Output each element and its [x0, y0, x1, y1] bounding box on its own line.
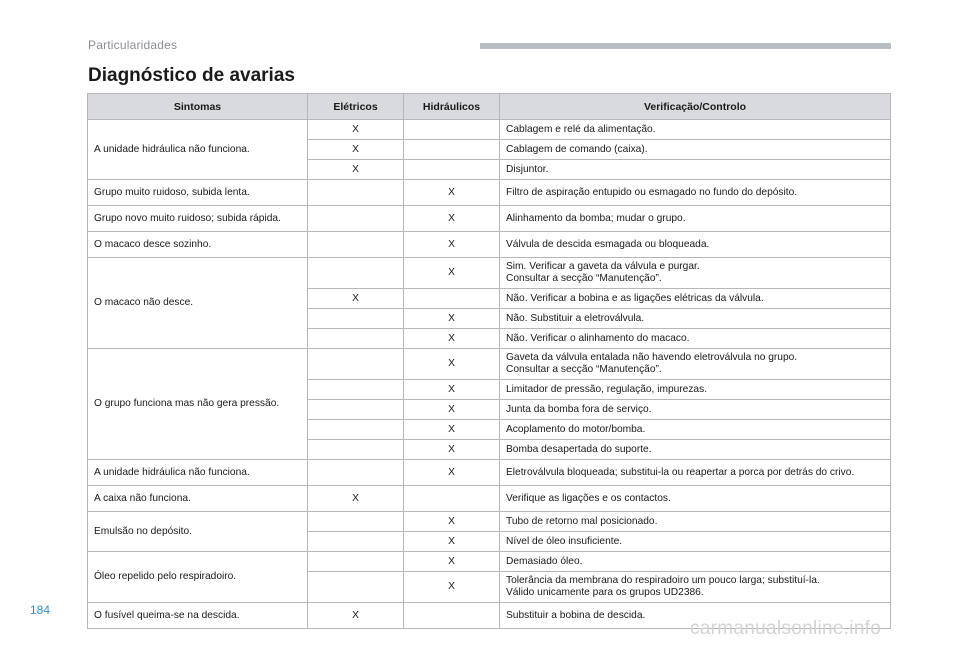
electrical-cell: [308, 329, 404, 349]
symptom-cell: Grupo novo muito ruidoso; subida rápida.: [88, 206, 308, 232]
check-cell: [500, 232, 891, 258]
check-text-line: Bomba desapertada do suporte.: [506, 443, 652, 455]
section-label: Particularidades: [88, 38, 178, 52]
electrical-cell: [308, 258, 404, 289]
hydraulic-cell: X: [404, 258, 500, 289]
electrical-cell: [308, 180, 404, 206]
electrical-cell: [308, 380, 404, 400]
symptom-cell: O grupo funciona mas não gera pressão.: [88, 349, 308, 460]
hydraulic-cell: X: [404, 180, 500, 206]
check-text-line: Eletroválvula bloqueada; substitui-la ou reapertar a porca por detrás do crivo.: [506, 466, 855, 478]
electrical-cell: [308, 309, 404, 329]
check-text-line: Cablagem e relé da alimentação.: [506, 123, 656, 135]
check-text-line: Válido unicamente para os grupos UD2386.: [506, 587, 704, 598]
check-cell: [500, 180, 891, 206]
check-cell: [500, 420, 891, 440]
check-cell: [500, 309, 891, 329]
check-cell: [500, 572, 891, 603]
symptom-cell: A unidade hidráulica não funciona.: [88, 460, 308, 486]
check-text-line: Consultar a secção “Manutenção”.: [506, 364, 662, 375]
electrical-cell: [308, 400, 404, 420]
hydraulic-cell: [404, 120, 500, 140]
check-cell: [500, 206, 891, 232]
hydraulic-cell: X: [404, 572, 500, 603]
check-cell: [500, 258, 891, 289]
check-text-line: Nível de óleo insuficiente.: [506, 535, 623, 547]
check-text-line: Gaveta da válvula entalada não havendo eletroválvula no grupo.: [506, 352, 798, 363]
hydraulic-cell: X: [404, 206, 500, 232]
check-text-line: Junta da bomba fora de serviço.: [506, 403, 652, 415]
column-header-hydraulic: Hidráulicos: [404, 94, 500, 120]
column-header-check: Verificação/Controlo: [500, 94, 891, 120]
table-row: [88, 120, 891, 140]
table-row: [88, 460, 891, 486]
electrical-cell: [308, 349, 404, 380]
check-cell: [500, 400, 891, 420]
diagnostics-table: [87, 93, 891, 629]
page-number: 184: [30, 603, 51, 617]
symptom-cell: Emulsão no depósito.: [88, 512, 308, 552]
check-text-line: Disjuntor.: [506, 163, 549, 175]
symptom-cell: A caixa não funciona.: [88, 486, 308, 512]
symptom-cell: Grupo muito ruidoso, subida lenta.: [88, 180, 308, 206]
electrical-cell: X: [308, 289, 404, 309]
check-cell: [500, 349, 891, 380]
symptom-cell: O macaco não desce.: [88, 258, 308, 349]
check-cell: [500, 120, 891, 140]
hydraulic-cell: X: [404, 400, 500, 420]
electrical-cell: [308, 420, 404, 440]
electrical-cell: [308, 572, 404, 603]
table-row: [88, 232, 891, 258]
table-row: [88, 206, 891, 232]
symptom-cell: O macaco desce sozinho.: [88, 232, 308, 258]
electrical-cell: X: [308, 140, 404, 160]
hydraulic-cell: X: [404, 329, 500, 349]
table-body: [88, 120, 891, 629]
page-title: Diagnóstico de avarias: [88, 65, 295, 86]
watermark: carmanualsonline.info: [690, 618, 882, 639]
hydraulic-cell: X: [404, 349, 500, 380]
check-cell: [500, 552, 891, 572]
electrical-cell: [308, 532, 404, 552]
hydraulic-cell: X: [404, 440, 500, 460]
hydraulic-cell: X: [404, 460, 500, 486]
symptom-cell: O fusível queima-se na descida.: [88, 603, 308, 629]
check-cell: [500, 532, 891, 552]
electrical-cell: [308, 460, 404, 486]
check-text-line: Alinhamento da bomba; mudar o grupo.: [506, 212, 686, 224]
table-row: [88, 180, 891, 206]
check-text-line: Não. Substituir a eletroválvula.: [506, 312, 645, 324]
electrical-cell: [308, 206, 404, 232]
check-text-line: Cablagem de comando (caixa).: [506, 143, 648, 155]
check-text-line: Limitador de pressão, regulação, impurezas.: [506, 383, 708, 395]
check-text-line: Demasiado óleo.: [506, 555, 583, 567]
electrical-cell: X: [308, 486, 404, 512]
table-row: [88, 512, 891, 532]
table-row: [88, 486, 891, 512]
hydraulic-cell: [404, 289, 500, 309]
symptom-cell: A unidade hidráulica não funciona.: [88, 120, 308, 180]
table-row: [88, 552, 891, 572]
table-row: [88, 349, 891, 380]
hydraulic-cell: X: [404, 532, 500, 552]
hydraulic-cell: [404, 160, 500, 180]
electrical-cell: X: [308, 120, 404, 140]
check-text-line: Consultar a secção “Manutenção”.: [506, 273, 662, 284]
check-text-line: Sim. Verificar a gaveta da válvula e purgar.: [506, 261, 700, 272]
header-divider-bar: [480, 43, 891, 49]
check-text-line: Filtro de aspiração entupido ou esmagado no fundo do depósito.: [506, 186, 798, 198]
column-header-symptoms: Sintomas: [88, 94, 308, 120]
hydraulic-cell: X: [404, 380, 500, 400]
hydraulic-cell: X: [404, 512, 500, 532]
check-cell: [500, 160, 891, 180]
check-cell: [500, 329, 891, 349]
check-cell: [500, 486, 891, 512]
table-header-row: [88, 94, 891, 120]
check-text-line: Acoplamento do motor/bomba.: [506, 423, 646, 435]
hydraulic-cell: [404, 603, 500, 629]
check-text-line: Não. Verificar o alinhamento do macaco.: [506, 332, 690, 344]
check-cell: [500, 140, 891, 160]
check-cell: [500, 380, 891, 400]
electrical-cell: [308, 232, 404, 258]
check-text-line: Válvula de descida esmagada ou bloqueada.: [506, 238, 710, 250]
check-cell: [500, 440, 891, 460]
electrical-cell: [308, 440, 404, 460]
check-cell: [500, 289, 891, 309]
hydraulic-cell: X: [404, 552, 500, 572]
electrical-cell: X: [308, 160, 404, 180]
column-header-electrical: Elétricos: [308, 94, 404, 120]
hydraulic-cell: X: [404, 420, 500, 440]
check-text-line: Tolerância da membrana do respiradoiro um pouco larga; substituí-la.: [506, 575, 820, 586]
electrical-cell: [308, 512, 404, 532]
check-cell: [500, 512, 891, 532]
table-row: [88, 258, 891, 289]
hydraulic-cell: [404, 486, 500, 512]
electrical-cell: [308, 552, 404, 572]
check-text-line: Verifique as ligações e os contactos.: [506, 492, 671, 504]
hydraulic-cell: [404, 140, 500, 160]
check-cell: [500, 460, 891, 486]
check-text-line: Substituir a bobina de descida.: [506, 609, 646, 621]
check-text-line: Tubo de retorno mal posicionado.: [506, 515, 658, 527]
hydraulic-cell: X: [404, 232, 500, 258]
check-text-line: Não. Verificar a bobina e as ligações elétricas da válvula.: [506, 292, 764, 304]
hydraulic-cell: X: [404, 309, 500, 329]
symptom-cell: Óleo repelido pelo respiradoiro.: [88, 552, 308, 603]
electrical-cell: X: [308, 603, 404, 629]
